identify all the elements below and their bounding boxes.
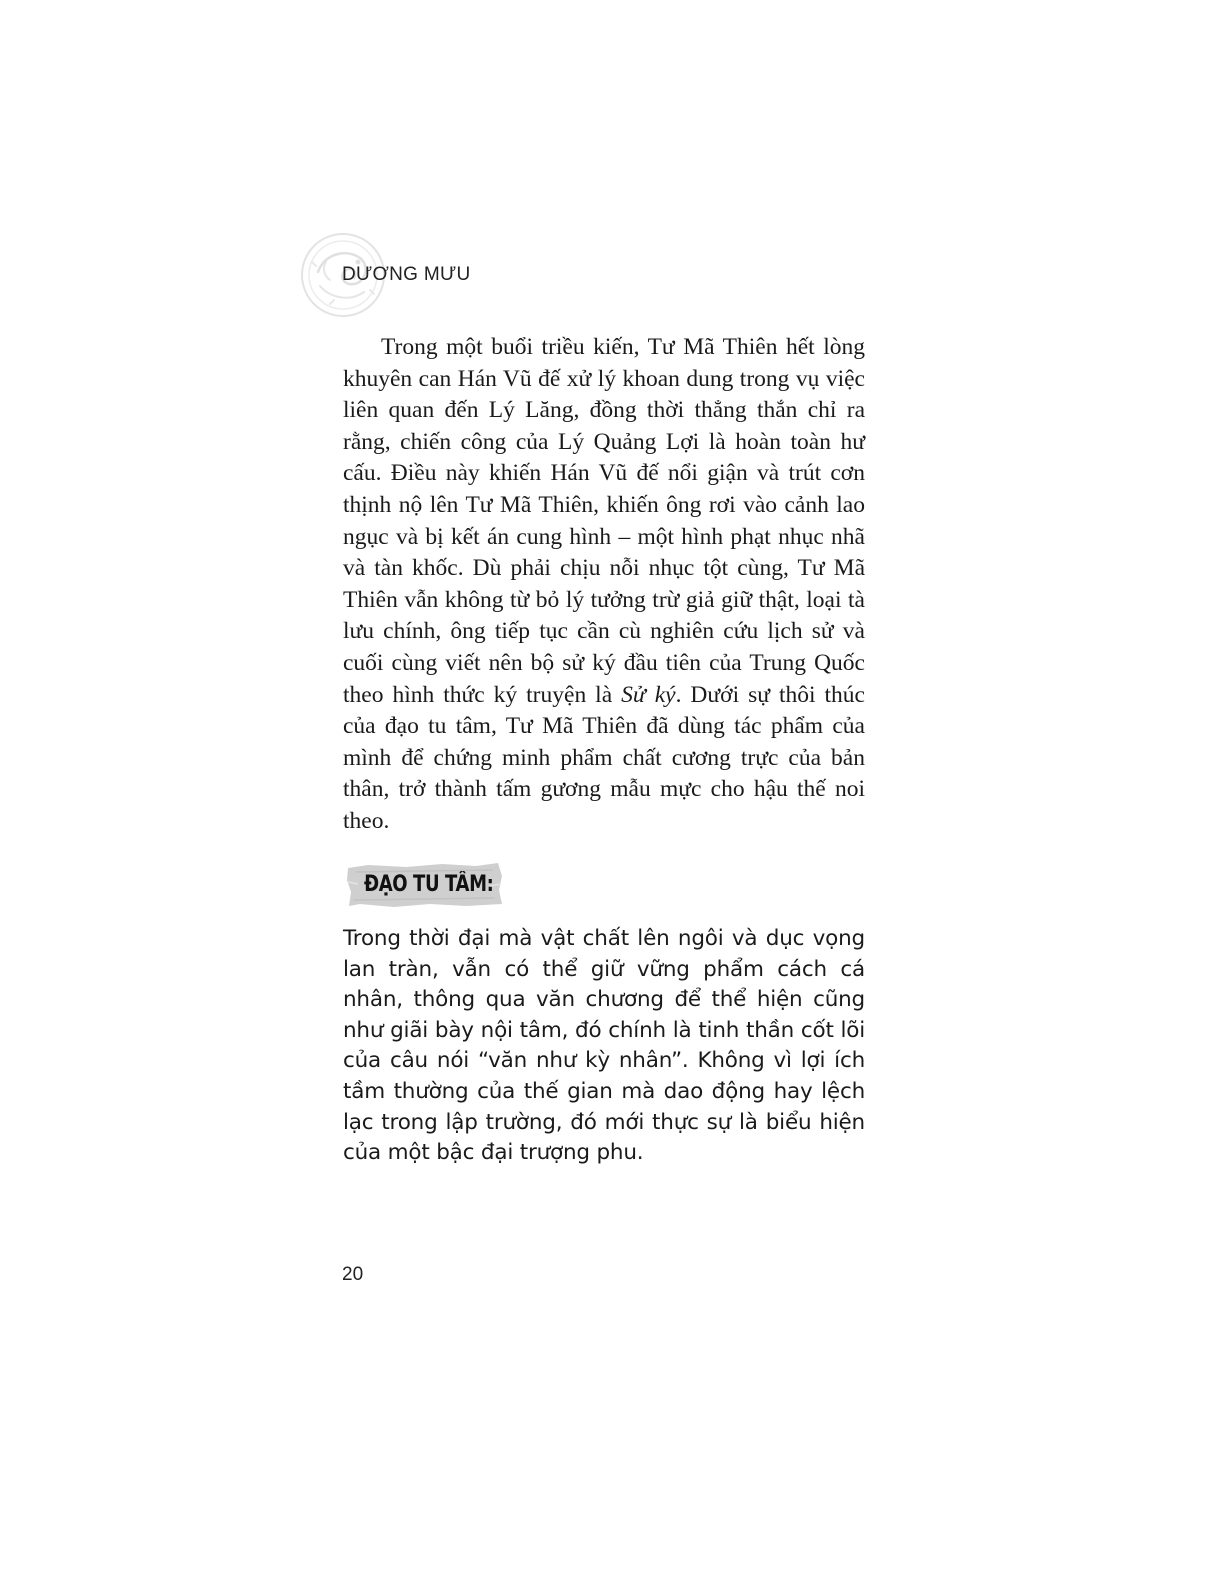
- commentary-paragraph: Trong thời đại mà vật chất lên ngôi và dục vọng lan tràn, vẫn có thể giữ vững phẩm cách cá nhân, thông qua văn chương để thể hiện cũng như giãi bày nội tâm, đó chính là tinh thần cốt lõi của câu nói “văn như kỳ nhân”. Không vì lợi ích tầm thường của thế gian mà dao động hay lệch lạc trong lập trường, đó mới thực sự là biểu hiện của một bậc đại trượng phu.: [343, 926, 865, 1166]
- section-label-banner: [346, 862, 502, 908]
- book-title: Sử ký: [621, 681, 676, 708]
- running-head: DƯƠNG MƯU: [342, 264, 471, 285]
- page-number: 20: [342, 1264, 364, 1285]
- body-paragraph-text-before: Trong một buổi triều kiến, Tư Mã Thiên hết lòng khuyên can Hán Vũ đế xử lý khoan dung trong vụ việc liên quan đến Lý Lăng, đồng thời thẳng thắn chỉ ra rằng, chiến công của Lý Quảng Lợi là hoàn toàn hư cấu. Điều này khiến Hán Vũ đế nổi giận và trút cơn thịnh nộ lên Tư Mã Thiên, khiến ông rơi vào cảnh lao ngục và bị kết án cung hình – một hình phạt nhục nhã và tàn khốc. Dù phải chịu nỗi nhục tột cùng, Tư Mã Thiên vẫn không từ bỏ lý tưởng trừ giả giữ thật, loại tà lưu chính, ông tiếp tục cần cù nghiên cứu lịch sử và cuối cùng viết nên bộ sử ký đầu tiên của Trung Quốc theo hình thức ký truyện là: [343, 334, 865, 708]
- section-label-text: ĐẠO TU TÂM:: [364, 872, 494, 897]
- body-paragraph: [343, 332, 865, 838]
- body-paragraph-text-after: . Dưới sự thôi thúc của đạo tu tâm, Tư Mã Thiên đã dùng tác phẩm của mình để chứng minh phẩm chất cương trực của bản thân, trở thành tấm gương mẫu mực cho hậu thế noi theo.: [343, 681, 865, 834]
